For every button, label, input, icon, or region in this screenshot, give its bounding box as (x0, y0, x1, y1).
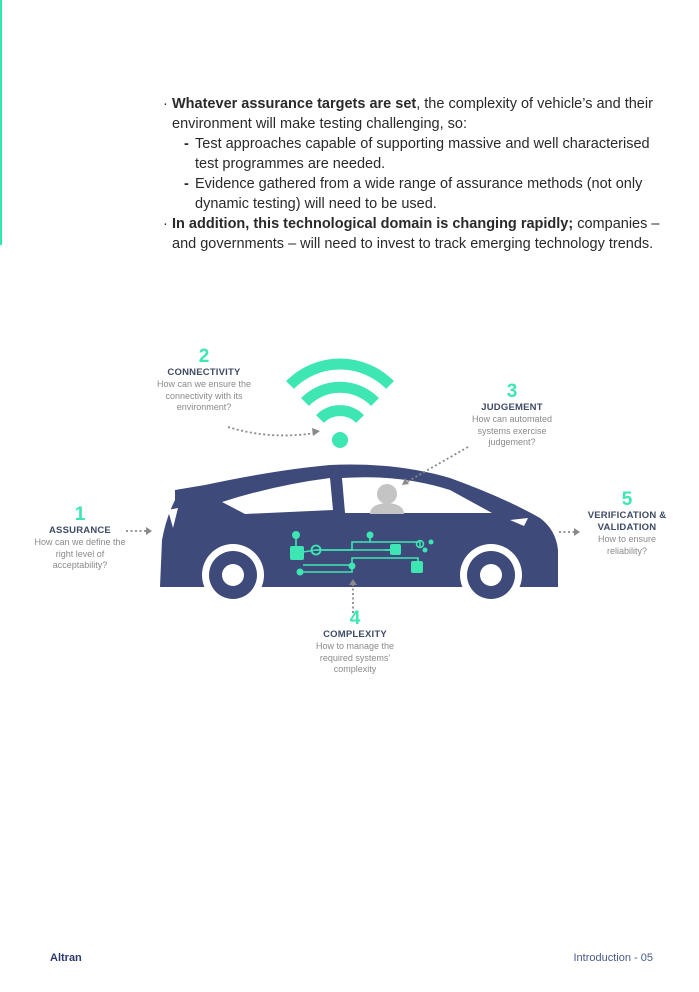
callout-number: 4 (349, 608, 361, 629)
car-diagram (0, 330, 699, 710)
callout-description: How can we ensure the connectivity with its environment? (156, 379, 252, 412)
callout-number: 5 (621, 489, 633, 510)
bullet-item (163, 214, 663, 254)
sub-bullet-dash: - (184, 176, 189, 192)
callout-number: 2 (198, 346, 210, 367)
footer-brand: Altran (50, 952, 82, 964)
rear-hub (480, 564, 502, 586)
bullet-text: companies – and governments – will need to invest to track emerging technology trends. (172, 216, 660, 252)
sub-bullet-text: Evidence gathered from a wide range of assurance methods (not only dynamic testing) will need to be used. (195, 176, 643, 212)
callout-title: CONNECTIVITY (167, 367, 241, 378)
sub-bullet-item (163, 134, 663, 174)
bullet-dot: · (163, 96, 168, 112)
wifi-dot (332, 432, 348, 448)
sub-bullet-dash: - (184, 136, 189, 152)
callout-connectivity (140, 347, 268, 414)
wifi-icon (290, 364, 390, 419)
sub-bullet-text: Test approaches capable of supporting massive and well characterised test programmes are needed. (195, 136, 650, 172)
callout-complexity (300, 609, 410, 676)
callout-description: How can we define the right level of acceptability? (34, 537, 126, 570)
callout-number: 3 (506, 381, 518, 402)
sub-bullet-item (163, 174, 663, 214)
bullet-bold: Whatever assurance targets are set (172, 96, 417, 112)
callout-title: JUDGEMENT (481, 402, 543, 413)
callout-verification (577, 490, 677, 557)
callout-number: 1 (74, 504, 86, 525)
callout-title: ASSURANCE (49, 525, 111, 536)
callout-assurance (30, 505, 130, 572)
accent-bar (0, 0, 2, 245)
callout-description: How to manage the required systems' complexity (315, 641, 395, 674)
callout-description: How to ensure reliability? (597, 534, 657, 556)
callout-title: VERIFICATION & VALIDATION (587, 510, 667, 533)
front-hub (222, 564, 244, 586)
bullet-dot: · (163, 216, 168, 232)
callout-title: COMPLEXITY (323, 629, 387, 640)
callout-description: How can automated systems exercise judgement? (471, 414, 553, 447)
callout-judgement (458, 382, 566, 449)
bullet-text: , the complexity of vehicle’s and their environment will make testing challenging, so: (172, 96, 653, 132)
bullet-list (163, 94, 663, 254)
bullet-item (163, 94, 663, 134)
bullet-bold: In addition, this technological domain is changing rapidly; (172, 216, 574, 232)
footer-page-label: Introduction - 05 (573, 952, 653, 964)
